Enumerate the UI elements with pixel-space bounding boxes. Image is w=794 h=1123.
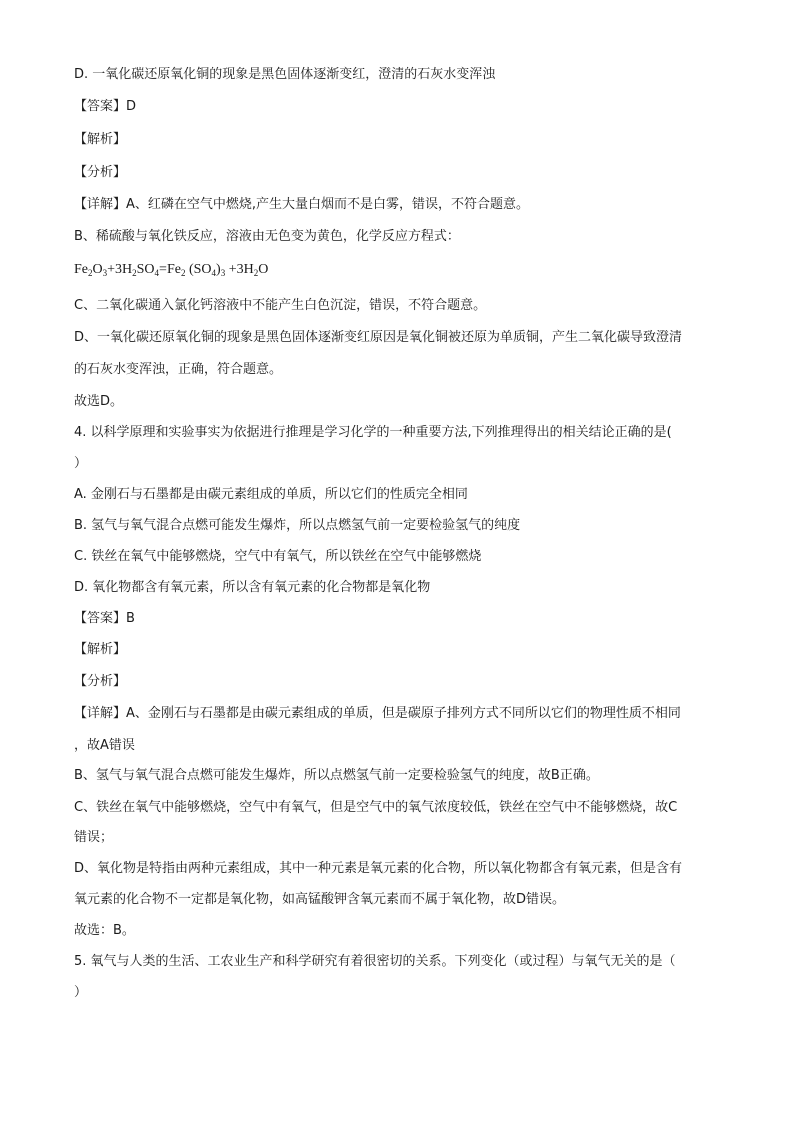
question-4: 4. 以科学原理和实验事实为依据进行推理是学习化学的一种重要方法,下列推理得出的相关结论正确的是( (74, 425, 672, 440)
choice-line-4: 故选：B。 (74, 923, 135, 938)
option-4c: C. 铁丝在氧气中能够燃烧，空气中有氧气，所以铁丝在空气中能够燃烧 (74, 549, 482, 564)
detail-line-4f: D、氧化物是特指由两种元素组成，其中一种元素是氧元素的化合物，所以氧化物都含有氧元素，但是含有 (74, 861, 683, 876)
detail-line-3c: C、二氧化碳通入氯化钙溶液中不能产生白色沉淀，错误，不符合题意。 (74, 298, 487, 313)
detail-line-4c: B、氢气与氧气混合点燃可能发生爆炸，所以点燃氢气前一定要检验氢气的纯度，故B正确。 (74, 768, 599, 783)
option-4a: A. 金刚石与石墨都是由碳元素组成的单质，所以它们的性质完全相同 (74, 487, 468, 502)
question-4-paren: ） (74, 456, 88, 471)
analyze-label-4: 【分析】 (74, 674, 127, 689)
detail-line-3d: D、一氧化碳还原氧化铜的现象是黑色固体逐渐变红原因是氧化铜被还原为单质铜，产生二氧化碳导致澄清 (74, 330, 683, 345)
analysis-label-3: 【解析】 (74, 132, 127, 147)
detail-line-3e: 的石灰水变浑浊，正确，符合题意。 (74, 362, 283, 377)
line-1: D. 一氧化碳还原氧化铜的现象是黑色固体逐渐变红，澄清的石灰水变浑浊 (74, 67, 496, 82)
chemical-equation: $Fe_2O_3+3H_2SO_4=Fe_2$ $(SO_4)_3 +3H_2O$ (74, 262, 269, 278)
analyze-label-3: 【分析】 (74, 165, 127, 180)
detail-line-3b: B、稀硫酸与氧化铁反应，溶液由无色变为黄色，化学反应方程式： (74, 229, 460, 244)
detail-line-4b: ，故A错误 (74, 738, 135, 753)
question-5-paren: ） (74, 985, 88, 1000)
detail-line-4g: 氧元素的化合物不一定都是氧化物，如高锰酸钾含氧元素而不属于氧化物，故D错误。 (74, 892, 566, 907)
option-4b: B. 氢气与氧气混合点燃可能发生爆炸，所以点燃氢气前一定要检验氢气的纯度 (74, 518, 521, 533)
analysis-label-4: 【解析】 (74, 642, 127, 657)
detail-line-4d: C、铁丝在氧气中能够燃烧，空气中有氧气，但是空气中的氧气浓度较低，铁丝在空气中不能够燃烧，故C (74, 800, 678, 815)
option-4d: D. 氧化物都含有氧元素，所以含有氧元素的化合物都是氧化物 (74, 580, 431, 595)
detail-line-4e: 错误； (74, 830, 114, 845)
detail-line-3a: 【详解】A、红磷在空气中燃烧,产生大量白烟而不是白雾，错误，不符合题意。 (74, 197, 530, 212)
detail-line-4a: 【详解】A、金刚石与石墨都是由碳元素组成的单质，但是碳原子排列方式不同所以它们的物理性质不相同 (74, 706, 681, 721)
question-5: 5. 氧气与人类的生活、工农业生产和科学研究有着很密切的关系。下列变化（或过程）与氧气无关的是（ (74, 954, 676, 969)
choice-line-3: 故选D。 (74, 394, 124, 409)
answer-label-4: 【答案】B (74, 611, 135, 626)
answer-label-3: 【答案】D (74, 99, 137, 114)
